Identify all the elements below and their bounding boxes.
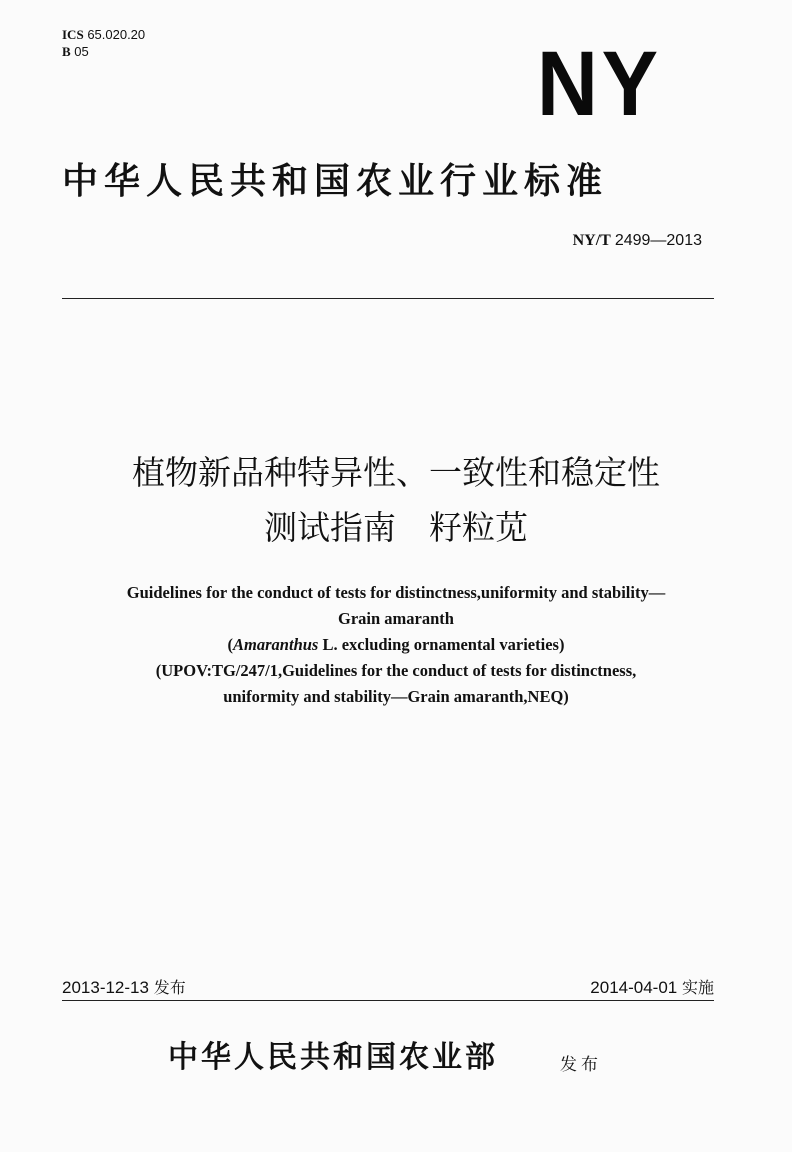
title-en-line2: Grain amaranth xyxy=(338,609,454,628)
class-letter: B xyxy=(62,44,71,59)
issue-label: 发布 xyxy=(153,978,186,997)
title-en-line3-open: ( xyxy=(227,635,234,654)
title-cn-line1: 植物新品种特异性、一致性和稳定性 xyxy=(132,453,660,492)
title-en-line3-italic: Amaranthus xyxy=(233,635,319,654)
bottom-divider xyxy=(62,1000,714,1001)
top-divider xyxy=(62,298,714,299)
standard-body-heading: 中华人民共和国农业行业标准 xyxy=(62,161,609,202)
ics-code xyxy=(62,27,145,43)
issue-date-value: 2013-12-13 xyxy=(62,978,149,997)
standard-number-prefix: NY/T xyxy=(572,232,611,249)
title-en-line5: uniformity and stability—Grain amaranth,NEQ) xyxy=(223,687,569,706)
title-en-line3 xyxy=(0,632,792,658)
impl-label: 实施 xyxy=(681,978,714,997)
ny-logo: NY xyxy=(537,33,662,135)
ics-value: 65.020.20 xyxy=(87,27,146,42)
title-en-line1: Guidelines for the conduct of tests for distinctness,uniformity and stability— xyxy=(126,583,666,602)
issue-date xyxy=(62,975,186,998)
publish-label: 发布 xyxy=(560,1055,602,1075)
publisher: 中华人民共和国农业部 xyxy=(168,1040,498,1075)
classification-code xyxy=(62,44,89,60)
title-cn-line2: 测试指南 籽粒苋 xyxy=(264,508,528,547)
implementation-date xyxy=(590,975,714,998)
ics-label: ICS xyxy=(62,27,84,42)
class-value: 05 xyxy=(74,44,89,59)
standard-number-value: 2499—2013 xyxy=(614,232,702,249)
title-en-line3-rest: L. excluding ornamental varieties) xyxy=(318,635,565,654)
title-en-line4: (UPOV:TG/247/1,Guidelines for the conduct of tests for distinctness, xyxy=(155,661,637,680)
title-en-block xyxy=(0,580,792,710)
impl-date-value: 2014-04-01 xyxy=(590,978,678,997)
standard-number xyxy=(573,232,702,250)
